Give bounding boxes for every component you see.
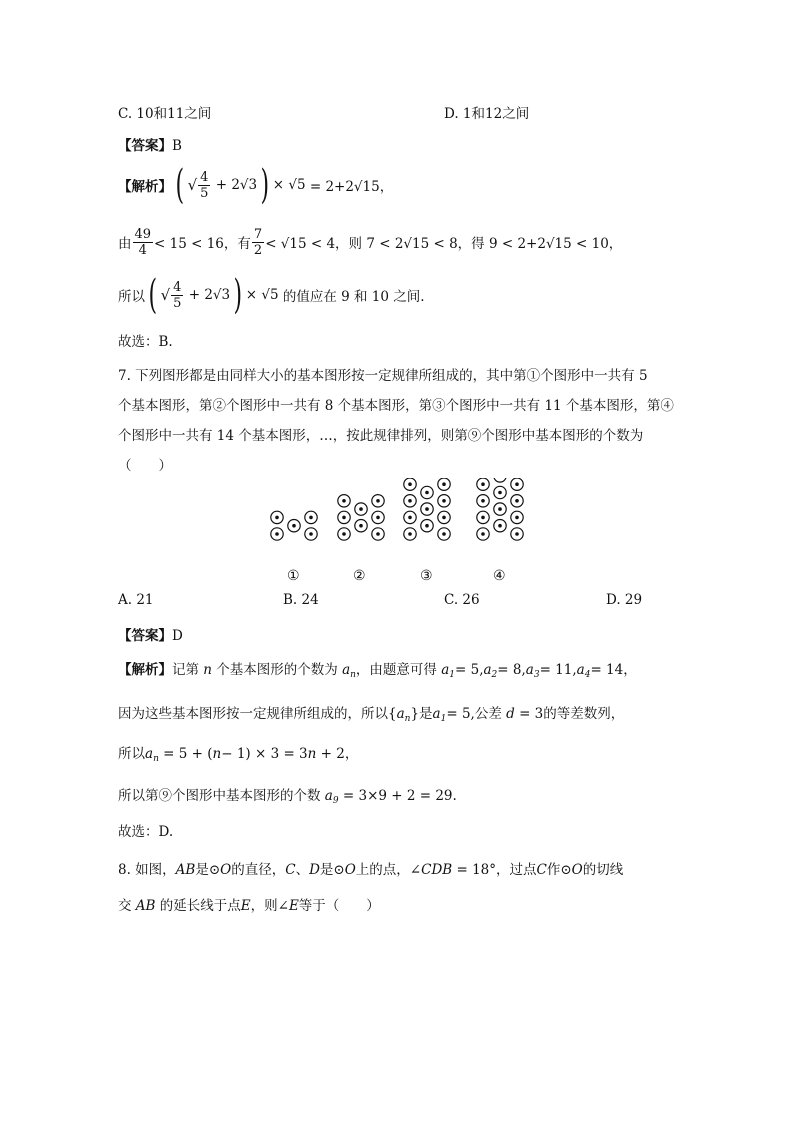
q7-stem-line4: （ ） [118, 458, 172, 474]
q6-line1-result: = 2+2√15， [309, 179, 394, 195]
q7-stem-line1: 7. 下列图形都是由同样大小的基本图形按一定规律所组成的，其中第①个图形中一共有 5 [118, 368, 648, 384]
q7-option-c: C. 26 [444, 592, 480, 608]
circle-dot-symbol [404, 478, 416, 490]
figure-label-1: ① [287, 568, 300, 584]
q7-option-b: B. 24 [283, 592, 319, 608]
q6-line3-prefix: 所以 [118, 289, 145, 305]
circle-dot-symbol [355, 503, 367, 515]
circle-dot-symbol [404, 495, 416, 507]
q7-stem-line2: 个基本图形，第②个图形中一共有 8 个基本图形，第③个图形中一共有 11 个基本图形，第④ [118, 398, 674, 414]
q8-stem-line1: 8. 如图，AB是⊙O的直径，C、D是⊙O上的点，∠CDB = 18°，过点C作⊙O的切线 [118, 862, 624, 878]
q7-option-a: A. 21 [118, 592, 154, 608]
circle-dot-symbol [421, 486, 433, 498]
q6-line2-mid1: < 15 < 16，有 [154, 236, 251, 252]
circle-dot-symbol [477, 495, 489, 507]
q7-analysis-line2: 因为这些基本图形按一定规律所组成的，所以$\{a_n\}$是$a_1= 5$,公差 d = 3的等差数列， [118, 706, 625, 724]
q7-analysis-line1: 【解析】记第 n 个基本图形的个数为 $a_n$，由题意可得 $a_1= 5,a_2= 8,a_3= 11,a_4= 14$， [118, 662, 637, 680]
answer-value: D [172, 628, 183, 644]
analysis-tag: 【解析】 [118, 179, 172, 195]
q7-conclusion: 故选：D. [118, 824, 174, 840]
circle-dot-symbol [421, 520, 433, 532]
figure-2 [338, 495, 384, 541]
figure-4 [477, 478, 523, 540]
q6-analysis-line2: 由 $\frac{49}{4}$ < 15 < 16，有 $\frac{7}{2}$ < √15 < 4，则 7 < 2√15 < 8，得 9 < 2+2√15 < 10， [118, 226, 623, 258]
circle-dot-symbol [511, 511, 523, 523]
circle-dot-symbol [438, 495, 450, 507]
q7-analysis-line3: 所以$a_n = 5 + (n- 1) \times 3 = 3n + 2$， [118, 746, 359, 764]
circle-dot-symbol [338, 511, 350, 523]
circle-dot-symbol [477, 511, 489, 523]
q6-line3-suffix: 的值应在 9 和 10 之间. [282, 289, 425, 305]
circle-dot-symbol [438, 528, 450, 540]
circle-dot-symbol [271, 528, 283, 540]
circle-dot-symbol [511, 478, 523, 490]
circle-dot-symbol [477, 528, 489, 540]
q6-option-c: C. 10和11之间 [118, 106, 212, 122]
circle-dot-symbol [305, 528, 317, 540]
circle-dot-symbol [338, 495, 350, 507]
circle-dot-symbol [355, 520, 367, 532]
q7-option-d: D. 29 [606, 592, 643, 608]
circle-dot-symbol [438, 511, 450, 523]
circle-dot-symbol [494, 520, 506, 532]
circle-dot-symbol [494, 486, 506, 498]
q6-analysis-line1: 【解析】 ( √ $\frac{4}{5}$ + 2√3 ) × √5 = 2+2√15， [118, 162, 394, 208]
circle-dot-symbol [372, 528, 384, 540]
answer-value: B [172, 138, 182, 154]
circle-dot-symbol [511, 495, 523, 507]
circle-dot-symbol [421, 503, 433, 515]
answer-tag: 【答案】 [118, 138, 172, 154]
circle-dot-symbol [477, 478, 489, 490]
circle-dot-symbol [271, 511, 283, 523]
q6-conclusion: 故选：B. [118, 334, 173, 350]
q6-option-d: D. 1和12之间 [444, 106, 530, 122]
figure-label-2: ② [353, 568, 366, 584]
q8-stem-line2: 交 AB 的延长线于点E，则∠E等于（ ） [118, 898, 380, 914]
q7-answer [118, 624, 183, 644]
q7-stem-line3: 个图形中一共有 14 个基本图形，…，按此规律排列，则第⑨个图形中基本图形的个数为 [118, 428, 644, 444]
answer-tag: 【答案】 [118, 628, 172, 644]
circle-dot-symbol [404, 528, 416, 540]
circle-dot-symbol [305, 511, 317, 523]
analysis-tag: 【解析】 [118, 662, 172, 678]
circle-dot-symbol [372, 495, 384, 507]
q7-analysis-line4: 所以第⑨个图形中基本图形的个数 $a_9 = 3\times 9 + 2 = 29$. [118, 788, 457, 806]
q6-answer [118, 134, 182, 154]
q6-line2-mid2: < √15 < 4，则 7 < 2√15 < 8，得 9 < 2+2√15 < 10， [265, 236, 623, 252]
figure-label-4: ④ [493, 568, 506, 584]
circle-dot-symbol [372, 511, 384, 523]
circle-dot-symbol [404, 511, 416, 523]
figure-3 [404, 478, 450, 540]
circle-dot-symbol [511, 528, 523, 540]
figure-1 [271, 511, 317, 540]
circle-dot-symbol [338, 528, 350, 540]
circle-dot-symbol [494, 503, 506, 515]
circle-dot-symbol [288, 520, 300, 532]
q6-line2-prefix: 由 [118, 236, 132, 252]
figure-label-3: ③ [420, 568, 433, 584]
q6-analysis-line3: 所以 ( √ $\frac{4}{5}$ + 2√3 ) × √5 的值应在 9 和 10 之间. [118, 272, 425, 318]
circle-dot-symbol [438, 478, 450, 490]
circle-dot-symbol [494, 478, 506, 482]
